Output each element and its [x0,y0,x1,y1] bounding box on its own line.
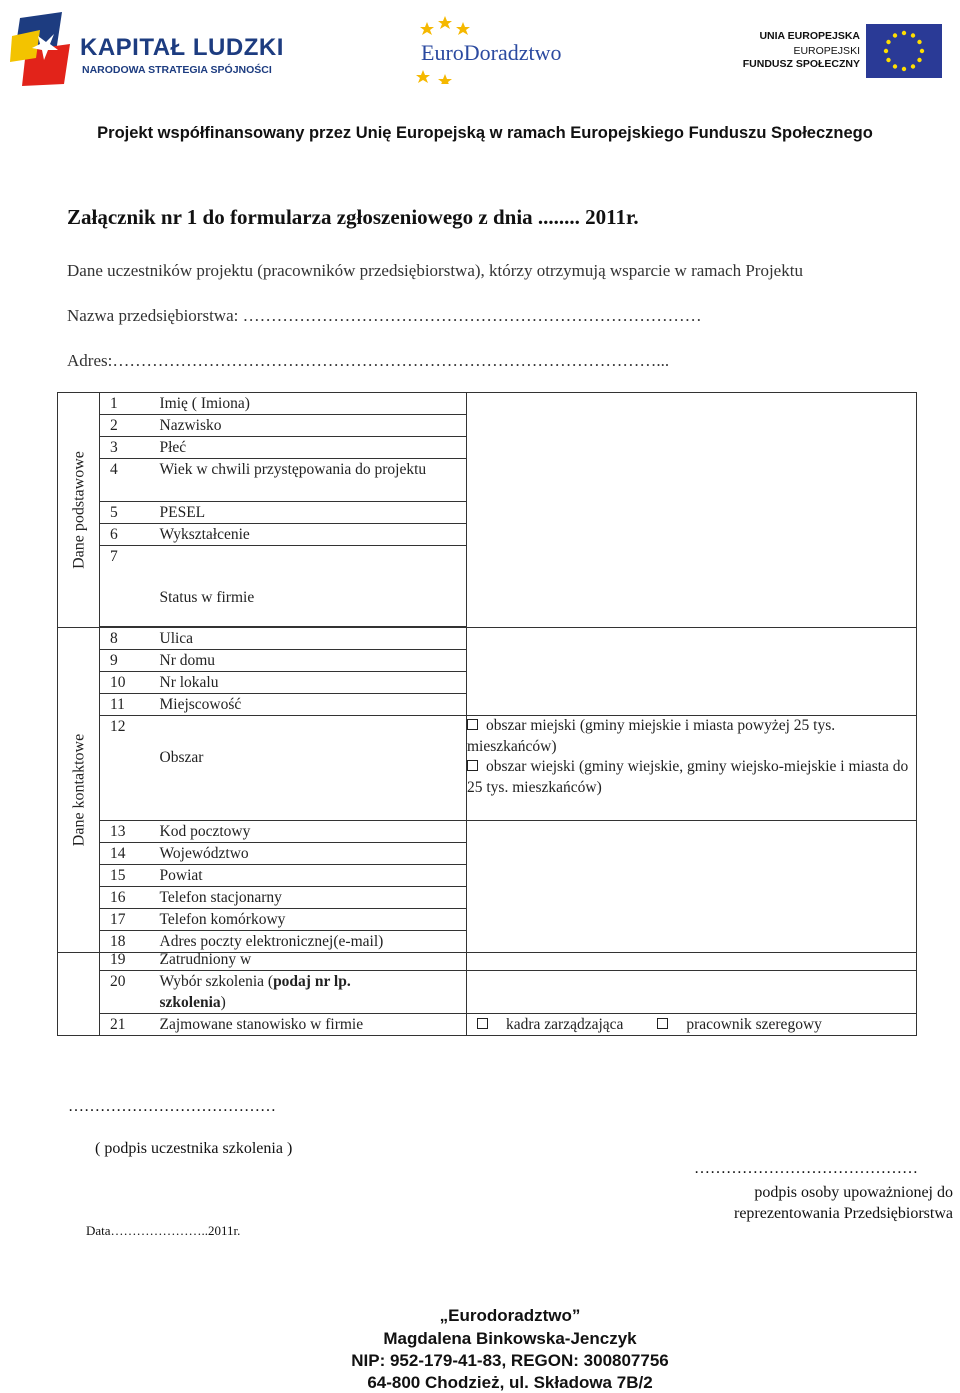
row-number: 12 [100,716,158,821]
table-row [58,628,917,650]
row-number: 1 [100,393,158,415]
address-value-field[interactable] [467,628,917,716]
footer-address: 64-800 Chodzież, ul. Składowa 7B/2 [367,1373,653,1392]
contact-value-field[interactable] [467,821,917,953]
intro-text: Dane uczestników projektu (pracowników przedsiębiorstwa), którzy otrzymują wsparcie w ramach Projektu [67,261,803,280]
row-label: Telefon komórkowy [158,909,467,931]
kapital-ludzki-emblem-icon [10,8,74,88]
label-part: ) [220,994,226,1011]
basic-data-value-field[interactable] [467,393,917,628]
row-label: PESEL [158,502,467,524]
row-label: Zatrudniony w [158,949,467,971]
company-name-line: Nazwa przedsiębiorstwa: ……………………………………………………………………… [67,306,702,325]
kapital-ludzki-title: KAPITAŁ LUDZKI [80,34,284,61]
checkbox-icon[interactable] [477,1018,488,1029]
group-contact-label: Dane kontaktowe [70,733,87,847]
participant-data-table [57,392,917,953]
row-number: 7 [100,546,158,627]
training-choice-value-field[interactable] [467,971,917,1014]
footer-tax-ids: NIP: 952-179-41-83, REGON: 300807756 [351,1351,669,1370]
footer-company: „Eurodoradztwo” [439,1306,581,1325]
status-label-cell [158,546,467,627]
position-options-cell [467,1014,917,1036]
row-label: Nazwisko [158,415,467,437]
checkbox-icon[interactable] [467,719,478,730]
label-part-bold: podaj nr lp. [273,973,351,990]
representative-signature-label: podpis osoby upoważnionej do reprezentowania Przedsiębiorstwa [733,1184,953,1222]
kapital-ludzki-logo [10,8,284,88]
participant-signature-line: ………………………………… [68,1098,276,1115]
row-number: 15 [100,865,158,887]
row-number: 16 [100,887,158,909]
table-row [58,716,917,821]
row-number: 4 [100,459,158,502]
row-number: 8 [100,628,158,650]
table-row [58,821,917,843]
table-row [58,393,917,415]
empty-group-cell [58,949,100,1036]
row-number: 19 [100,949,158,971]
row-label: Województwo [158,843,467,865]
checkbox-icon[interactable] [467,760,478,771]
row-number: 14 [100,843,158,865]
representative-signature-line: …………………………………… [694,1160,918,1177]
row-label: Wiek w chwili przystępowania do projektu [158,459,467,502]
row-label: Imię ( Imiona) [158,393,467,415]
row-label: Nr lokalu [158,672,467,694]
table-row [58,971,917,1014]
row-label: Płeć [158,437,467,459]
row-label: Status w firmie [159,589,255,606]
checkbox-icon[interactable] [657,1018,668,1029]
eu-logo-line1: UNIA EUROPEJSKA [759,30,860,42]
footer-owner: Magdalena Binkowska-Jenczyk [383,1329,637,1348]
position-option-management-label: kadra zarządzająca [506,1016,624,1033]
row-number: 20 [100,971,158,1014]
row-number: 18 [100,931,158,953]
row-label: Obszar [159,749,204,766]
employer-value-field[interactable] [467,949,917,971]
position-option-staff-label: pracownik szeregowy [686,1016,822,1033]
area-options-cell [467,716,917,821]
employment-table [57,949,917,1036]
table-row [58,949,917,971]
row-label: Telefon stacjonarny [158,887,467,909]
area-option-rural-label: obszar wiejski (gminy wiejskie, gminy wiejsko-miejskie i miasta do 25 tys. mieszkańców) [467,758,909,796]
row-number: 21 [100,1014,158,1036]
row-number: 17 [100,909,158,931]
training-choice-label [158,971,467,1014]
eu-logo-line3: FUNDUSZ SPOŁECZNY [742,58,860,70]
row-label: Ulica [158,628,467,650]
row-label: Wykształcenie [158,524,467,546]
row-number: 13 [100,821,158,843]
label-part-bold: szkolenia [159,994,221,1011]
row-label: Miejscowość [158,694,467,716]
row-label: Adres poczty elektronicznej(e-mail) [158,931,467,953]
group-basic-cell [58,393,100,628]
row-number: 5 [100,502,158,524]
area-label-cell [158,716,467,821]
participant-signature-label: ( podpis uczestnika szkolenia ) [95,1140,293,1157]
date-line: Data…………………..2011r. [86,1223,241,1238]
area-option-urban-label: obszar miejski (gminy miejskie i miasta powyżej 25 tys. mieszkańców) [467,717,836,755]
position-option-management[interactable] [477,1016,623,1033]
attachment-title: Załącznik nr 1 do formularza zgłoszeniowego z dnia ........ 2011r. [67,205,639,229]
group-contact-cell [58,628,100,953]
row-number: 6 [100,524,158,546]
table-row [58,1014,917,1036]
row-number: 2 [100,415,158,437]
row-number: 9 [100,650,158,672]
row-label: Kod pocztowy [158,821,467,843]
row-number: 10 [100,672,158,694]
row-label: Nr domu [158,650,467,672]
eu-logo-line2: EUROPEJSKI [793,45,860,57]
address-line: Adres:……………………………………………………………………………………... [67,351,670,370]
row-number: 11 [100,694,158,716]
eu-flag-icon [866,24,942,78]
kapital-ludzki-subtitle: NARODOWA STRATEGIA SPÓJNOŚCI [82,64,272,76]
cofinance-headline: Projekt współfinansowany przez Unię Europejską w ramach Europejskiego Funduszu Społecznego [97,124,873,142]
area-option-urban[interactable] [467,716,916,757]
eurodoradztwo-logo [415,14,585,84]
position-option-staff[interactable] [657,1016,822,1033]
label-part: Wybór szkolenia ( [159,973,274,990]
row-label: Powiat [158,865,467,887]
row-label: Zajmowane stanowisko w firmie [158,1014,467,1036]
eurodoradztwo-wordmark: EuroDoradztwo [421,40,562,65]
eu-logo [742,20,952,80]
area-option-rural[interactable] [467,757,916,798]
row-number: 3 [100,437,158,459]
group-basic-label: Dane podstawowe [70,451,87,569]
